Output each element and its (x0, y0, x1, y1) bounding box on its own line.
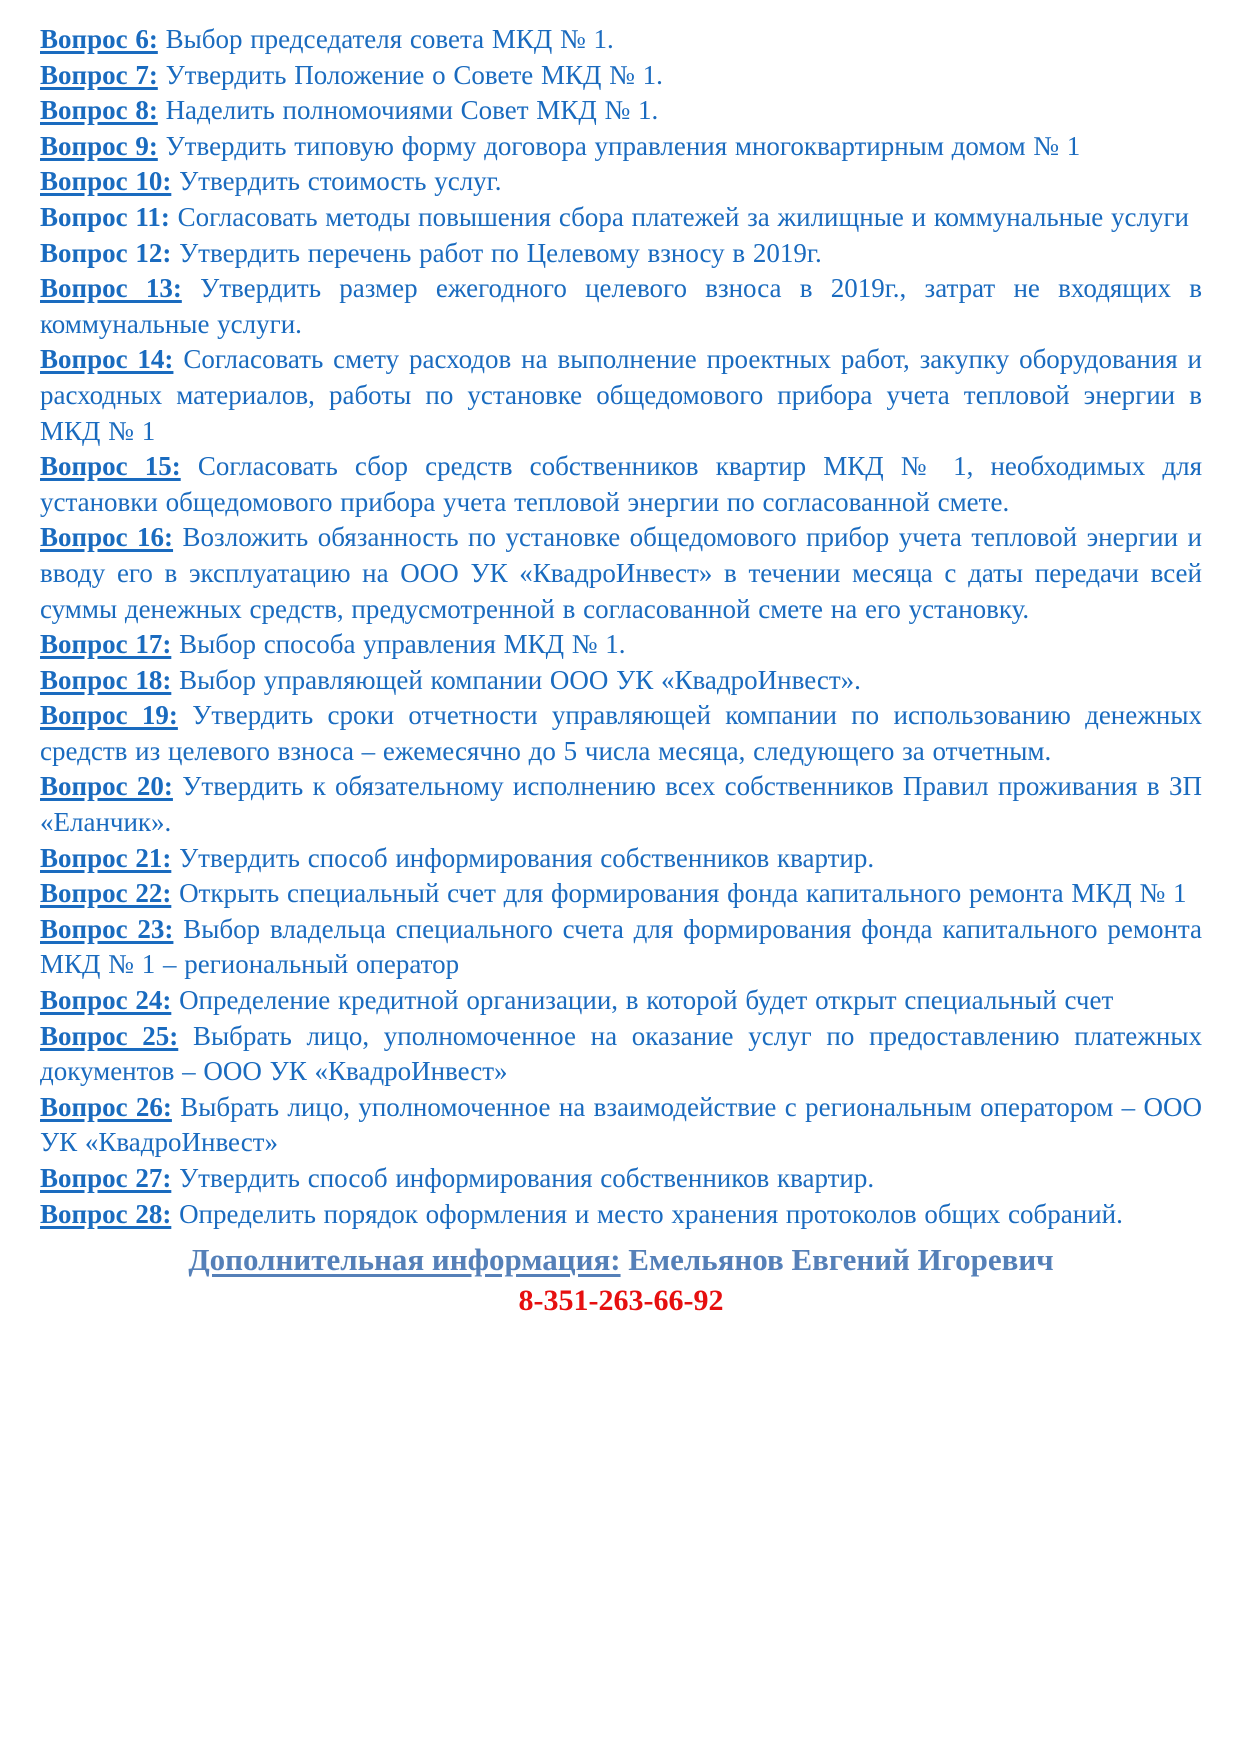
question-paragraph (40, 164, 1202, 200)
question-label: Вопрос 27: (40, 1163, 172, 1193)
question-label: Вопрос 22: (40, 878, 172, 909)
question-paragraph (40, 663, 1202, 699)
questions-list (40, 22, 1202, 1232)
question-paragraph (40, 58, 1202, 94)
question-text: Открыть специальный счет для формирования фонда капитального ремонта МКД № 1 (179, 878, 1187, 909)
question-text: Определить порядок оформления и место хранения протоколов общих собраний. (179, 1198, 1123, 1229)
contact-phone-number: 8-351-263-66-92 (518, 1284, 724, 1318)
question-paragraph (40, 22, 1202, 58)
question-paragraph (40, 236, 1202, 272)
question-label: Вопрос 6: (40, 24, 158, 54)
question-label: Вопрос 12: (40, 237, 172, 268)
question-paragraph (40, 1019, 1202, 1090)
question-label: Вопрос 26: (40, 1091, 172, 1122)
question-label: Вопрос 19: (40, 700, 178, 731)
question-paragraph (40, 520, 1202, 627)
question-text: Выбор способа управления МКД № 1. (179, 629, 626, 660)
question-label: Вопрос 28: (40, 1198, 172, 1229)
question-paragraph (40, 841, 1202, 877)
question-text: Выбор владельца специального счета для формирования фонда капитального ремонта МКД № 1 – региональный оператор (40, 913, 1203, 980)
question-label: Вопрос 20: (40, 771, 173, 802)
question-text: Утвердить сроки отчетности управляющей компании по использованию денежных средств из целевого взноса – ежемесячно до 5 числа месяца, следующего за отчетным. (40, 700, 1202, 766)
question-paragraph (40, 983, 1202, 1019)
question-paragraph (40, 200, 1202, 236)
question-text: Утвердить способ информирования собственников квартир. (179, 1163, 875, 1193)
question-label: Вопрос 21: (40, 842, 172, 873)
question-text: Наделить полномочиями Совет МКД № 1. (165, 95, 659, 126)
question-text: Утвердить размер ежегодного целевого взноса в 2019г., затрат не входящих в коммунальные услуги. (40, 273, 1203, 339)
question-label: Вопрос 17: (40, 629, 172, 660)
question-label: Вопрос 24: (40, 985, 172, 1016)
question-text: Выбор управляющей компании ООО УК «КвадроИнвест». (179, 664, 861, 695)
question-text: Определение кредитной организации, в которой будет открыт специальный счет (179, 985, 1114, 1016)
question-label: Вопрос 13: (40, 273, 182, 304)
question-label: Вопрос 8: (40, 95, 158, 126)
question-label: Вопрос 7: (40, 59, 158, 90)
question-text: Согласовать методы повышения сбора платежей за жилищные и коммунальные услуги (177, 201, 1189, 232)
question-text: Согласовать смету расходов на выполнение проектных работ, закупку оборудования и расходных материалов, работы по установке общедомового прибора учета тепловой энергии в МКД № 1 (40, 344, 1203, 446)
question-paragraph (40, 1090, 1202, 1161)
question-paragraph (40, 698, 1202, 769)
question-paragraph (40, 627, 1202, 663)
question-text: Утвердить к обязательному исполнению всех собственников Правил проживания в ЗП «Еланчик». (40, 771, 1202, 838)
question-paragraph (40, 342, 1202, 449)
question-label: Вопрос 25: (40, 1020, 179, 1051)
question-text: Утвердить Положение о Совете МКД № 1. (165, 59, 663, 90)
question-label: Вопрос 16: (40, 522, 174, 553)
question-label: Вопрос 11: (40, 201, 170, 232)
question-text: Утвердить способ информирования собственников квартир. (179, 842, 875, 873)
question-label: Вопрос 9: (40, 130, 158, 161)
question-label: Вопрос 23: (40, 913, 174, 944)
question-label: Вопрос 18: (40, 664, 172, 695)
question-text: Выбрать лицо, уполномоченное на оказание услуг по предоставлению платежных документов – ООО УК «КвадроИнвест» (40, 1020, 1203, 1087)
question-paragraph (40, 876, 1202, 912)
question-text: Согласовать сбор средств собственников квартир МКД № 1, необходимых для установки общедомового прибора учета тепловой энергии по согласованной смете. (40, 451, 1202, 517)
question-text: Утвердить стоимость услуг. (179, 166, 502, 197)
question-paragraph (40, 93, 1202, 129)
contact-person-name: Емельянов Евгений Игоревич (628, 1242, 1054, 1278)
additional-info-line (40, 1239, 1202, 1281)
question-label: Вопрос 14: (40, 344, 174, 375)
question-paragraph (40, 912, 1202, 983)
question-paragraph (40, 1161, 1202, 1197)
question-text: Выбор председателя совета МКД № 1. (165, 24, 614, 54)
question-text: Выбрать лицо, уполномоченное на взаимодействие с региональным оператором – ООО УК «КвадроИнвест» (40, 1091, 1202, 1158)
question-label: Вопрос 15: (40, 451, 181, 482)
question-paragraph (40, 449, 1202, 520)
question-paragraph (40, 271, 1202, 342)
question-text: Возложить обязанность по установке общедомового прибор учета тепловой энергии и вводу его в эксплуатацию на ООО УК «КвадроИнвест» в течении месяца с даты передачи всей суммы денежных средств, предусмотренной в согласованной смете на его установку. (40, 522, 1203, 624)
question-text: Утвердить типовую форму договора управления многоквартирным домом № 1 (165, 130, 1081, 161)
question-paragraph (40, 1197, 1202, 1233)
question-paragraph (40, 769, 1202, 840)
question-text: Утвердить перечень работ по Целевому взносу в 2019г. (179, 237, 822, 268)
question-paragraph (40, 129, 1202, 165)
question-label: Вопрос 10: (40, 166, 172, 197)
additional-info-label: Дополнительная информация: (188, 1242, 621, 1278)
